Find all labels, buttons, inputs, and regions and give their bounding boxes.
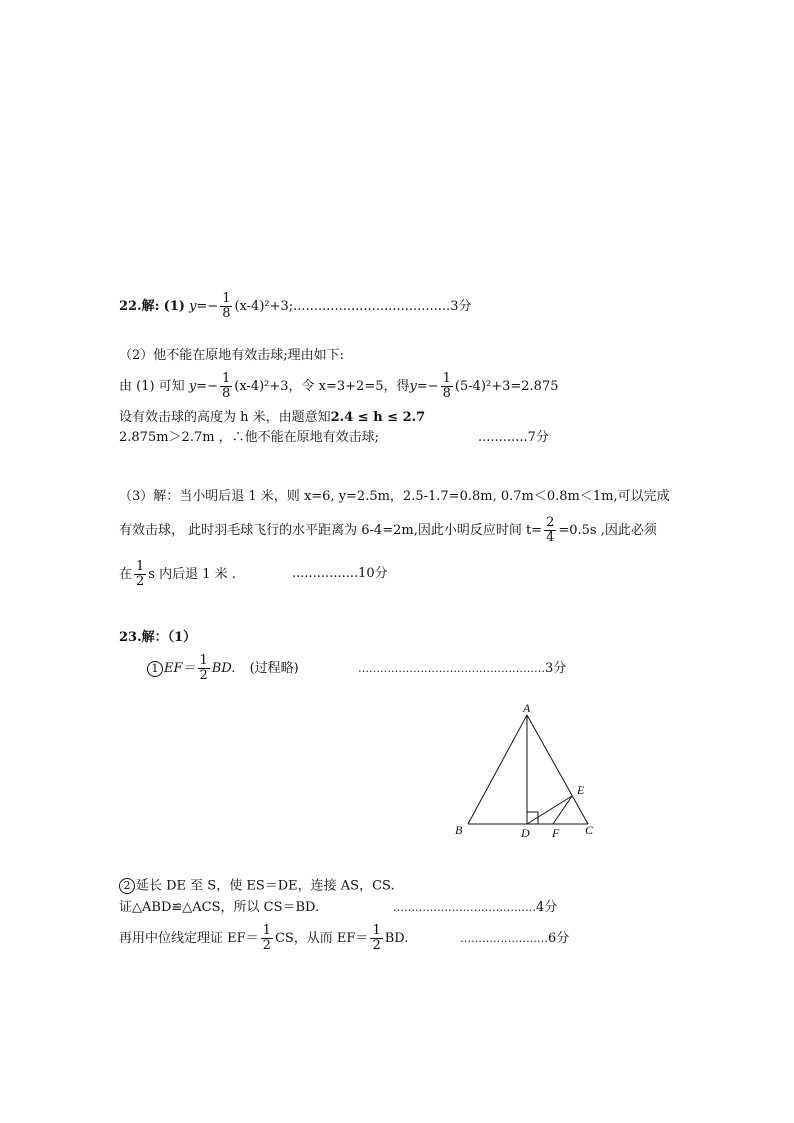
q22-part3-fraction-s — [134, 560, 146, 589]
label-b: B — [455, 823, 463, 837]
q22-part2-dots: ............ — [478, 430, 528, 445]
fraction-denominator: 2 — [262, 938, 271, 953]
q23-s1-dots: …………………………………………… — [358, 662, 545, 675]
q23-s1-c: (过程略) — [249, 661, 299, 676]
q22-part2-intro — [119, 348, 344, 364]
q22-part2-l3-a: 设有效击球的高度为 h 米，由题意知 — [119, 410, 331, 425]
segment-ab — [468, 715, 527, 824]
q22-label: 22.解: — [119, 299, 160, 314]
fraction-denominator: 8 — [442, 386, 451, 401]
fraction-denominator: 2 — [136, 574, 145, 589]
q22-part3-l2-b: =0.5s ,因此必须 — [558, 523, 657, 538]
q23-s2-l1-a: 延长 DE 至 S，使 ES＝DE，连接 AS，CS. — [136, 878, 395, 894]
q23-step2-score-line — [393, 900, 557, 916]
q23-s2-dots: ………………………………… — [393, 901, 536, 914]
circled-number-2: 2 — [119, 878, 135, 894]
q22-part1-fraction — [220, 292, 232, 321]
q22-part3-line2 — [119, 516, 657, 545]
q22-part3-dots: ................ — [292, 566, 359, 581]
fraction-numerator: 1 — [372, 923, 381, 938]
q22-part2-l4-a: 2.875m＞2.7m ，∴他不能在原地有效击球; — [119, 430, 380, 445]
q23-s1-a: EF＝ — [164, 661, 196, 676]
q22-part2-fraction2 — [441, 372, 453, 401]
q22-part1-line — [119, 292, 471, 321]
q23-s1-score: 3分 — [545, 661, 567, 676]
label-a: A — [523, 701, 531, 715]
q23-s2-l3-b: CS，从而 EF＝ — [274, 931, 369, 946]
q23-s2-l3-c: BD. — [384, 931, 409, 946]
q22-part3-l3-a: 在 — [119, 567, 133, 582]
q22-part2-l3-b: 2.4 ≤ h ≤ 2.7 — [330, 410, 426, 425]
q22-part2-l2-c: (x-4)²+3，令 x=3+2=5，得 — [234, 379, 410, 394]
q23-s2-score: 4分 — [536, 900, 558, 915]
fraction-numerator: 2 — [546, 515, 555, 530]
q23-heading — [119, 630, 196, 646]
q23-s1-b: BD. — [211, 661, 236, 676]
fraction-numerator: 1 — [262, 923, 271, 938]
q23-s1-fraction — [198, 654, 210, 683]
q22-part2-l2-b: y=− — [188, 379, 218, 394]
q22-part2-intro-text: （2）他不能在原地有效击球;理由如下: — [119, 348, 345, 363]
label-c: C — [585, 823, 594, 837]
q22-part3-l3-b: s 内后退 1 米 . — [148, 567, 236, 582]
fraction-numerator: 1 — [222, 291, 231, 306]
q22-part2-l2-a: 由 (1) 可知 — [119, 379, 185, 394]
fraction-denominator: 4 — [546, 530, 555, 545]
q22-part2-l2-d: y=− — [409, 379, 439, 394]
q22-part1-marker: (1) — [163, 299, 185, 314]
q23-s2-fraction1 — [261, 924, 273, 953]
q23-step2-line2 — [119, 900, 319, 916]
q23-step1-line — [147, 654, 299, 683]
q23-heading-text: 23.解：（1） — [119, 630, 197, 645]
segment-de — [527, 796, 572, 824]
label-e: E — [577, 783, 585, 797]
label-f: F — [552, 826, 560, 840]
q23-step2-line3 — [119, 924, 408, 953]
fraction-numerator: 1 — [136, 559, 145, 574]
segment-ac — [527, 715, 588, 824]
q22-part2-line4 — [119, 430, 379, 446]
q22-part3-line3 — [119, 560, 236, 589]
q22-part2-fraction1 — [220, 372, 232, 401]
q23-s2-l3-score: 6分 — [548, 931, 570, 946]
q23-step1-score-line — [358, 661, 566, 677]
q22-part2-score: 7分 — [527, 430, 549, 445]
q22-part3-l2-a: 有效击球， 此时羽毛球飞行的水平距离为 6-4=2m,因此小明反应时间 t= — [119, 523, 543, 538]
fraction-denominator: 2 — [372, 938, 381, 953]
q22-part3-score-line — [292, 566, 388, 582]
q22-part2-l2-e: (5-4)²+3=2.875 — [454, 379, 559, 394]
fraction-numerator: 1 — [442, 371, 451, 386]
q23-step2-score-line3 — [460, 931, 569, 947]
q22-part2-line3 — [119, 410, 425, 426]
q23-s2-l2-a: 证△ABD≌△ACS，所以 CS＝BD. — [119, 900, 320, 915]
q22-part2-score-line — [478, 430, 549, 446]
q23-s2-fraction2 — [370, 924, 382, 953]
fraction-denominator: 8 — [221, 386, 231, 401]
q22-part3-line1 — [119, 489, 670, 505]
q22-part1-post: (x-4)²+3; — [234, 299, 294, 314]
q22-part1-dots: ...................................... — [293, 299, 451, 314]
fraction-denominator: 8 — [222, 306, 231, 321]
q23-s2-l3-a: 再用中位线定理证 EF＝ — [119, 931, 259, 946]
q23-step2-line1 — [119, 878, 395, 895]
triangle-figure — [450, 700, 610, 840]
fraction-denominator: 2 — [199, 668, 208, 683]
fraction-numerator: 1 — [199, 653, 208, 668]
segment-ef — [553, 796, 572, 824]
q22-part1-score: 3分 — [450, 299, 472, 314]
q22-part3-fraction-t — [544, 516, 556, 545]
q23-s2-l3-dots: …………………… — [460, 932, 548, 945]
q22-part3-score: 10分 — [358, 566, 388, 581]
q22-part1-pre: y=− — [189, 299, 219, 314]
q22-part2-line2 — [119, 372, 558, 401]
circled-number-1: 1 — [147, 661, 163, 677]
label-d: D — [521, 826, 530, 840]
q22-part3-l1: （3）解：当小明后退 1 米，则 x=6, y=2.5m，2.5-1.7=0.8m, 0.7m＜0.8m＜1m,可以完成 — [119, 489, 670, 504]
fraction-numerator: 1 — [221, 371, 231, 386]
